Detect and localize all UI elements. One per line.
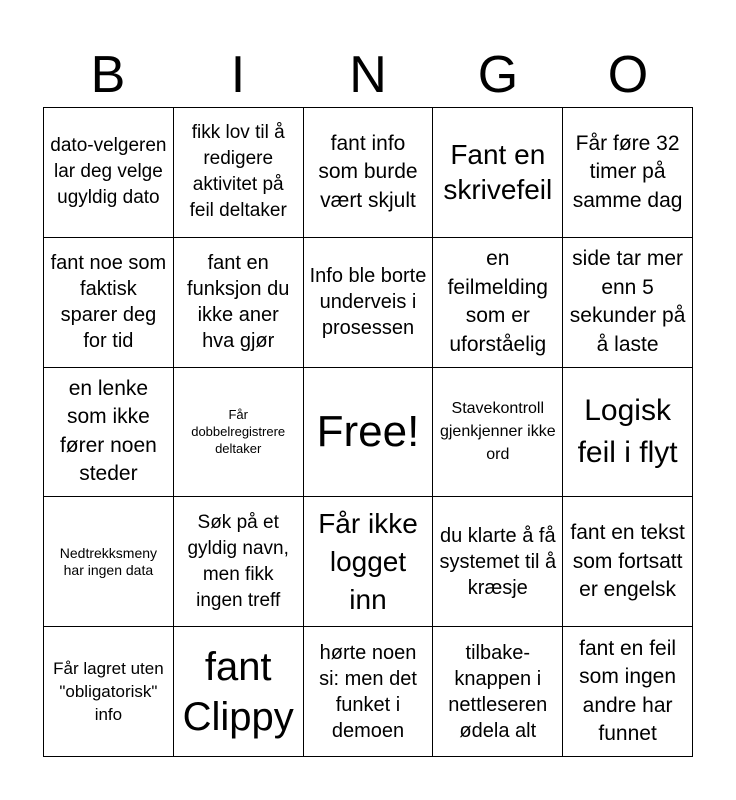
bingo-cell-r3c4[interactable]: Stavekontroll gjenkjenner ikke ord <box>433 368 563 498</box>
bingo-cell-r5c3[interactable]: hørte noen si: men det funket i demoen <box>304 627 434 757</box>
bingo-cell-r1c1[interactable]: dato-velgeren lar deg velge ugyldig dato <box>44 108 174 238</box>
bingo-cell-r4c5[interactable]: fant en tekst som fortsatt er engelsk <box>563 497 693 627</box>
header-letter-b: B <box>90 46 126 104</box>
bingo-cell-r4c2[interactable]: Søk på et gyldig navn, men fikk ingen treff <box>174 497 304 627</box>
bingo-cell-r2c5[interactable]: side tar mer enn 5 sekunder på å laste <box>563 238 693 368</box>
bingo-cell-r5c2[interactable]: fant Clippy <box>174 627 304 757</box>
bingo-cell-r4c4[interactable]: du klarte å få systemet til å kræsje <box>433 497 563 627</box>
bingo-cell-r1c4[interactable]: Fant en skrivefeil <box>433 108 563 238</box>
bingo-cell-r4c3[interactable]: Får ikke logget inn <box>304 497 434 627</box>
bingo-cell-r5c1[interactable]: Får lagret uten "obligatorisk" info <box>44 627 174 757</box>
bingo-cell-r2c4[interactable]: en feilmelding som er uforståelig <box>433 238 563 368</box>
bingo-cell-r3c1[interactable]: en lenke som ikke fører noen steder <box>44 368 174 498</box>
bingo-cell-r1c2[interactable]: fikk lov til å redigere aktivitet på feil deltaker <box>174 108 304 238</box>
bingo-cell-r3c5[interactable]: Logisk feil i flyt <box>563 368 693 498</box>
bingo-cell-r2c3[interactable]: Info ble borte underveis i prosessen <box>304 238 434 368</box>
bingo-header <box>43 44 693 106</box>
bingo-cell-r1c3[interactable]: fant info som burde vært skjult <box>304 108 434 238</box>
bingo-cell-r1c5[interactable]: Får føre 32 timer på samme dag <box>563 108 693 238</box>
bingo-cell-r5c5[interactable]: fant en feil som ingen andre har funnet <box>563 627 693 757</box>
header-letter-n: N <box>349 46 387 104</box>
bingo-cell-r2c2[interactable]: fant en funksjon du ikke aner hva gjør <box>174 238 304 368</box>
header-letter-i: I <box>230 46 246 104</box>
header-letter-o: O <box>607 46 649 104</box>
bingo-cell-r3c2[interactable]: Får dobbelregistrere deltaker <box>174 368 304 498</box>
bingo-cell-r4c1[interactable]: Nedtrekksmeny har ingen data <box>44 497 174 627</box>
bingo-cell-r2c1[interactable]: fant noe som faktisk sparer deg for tid <box>44 238 174 368</box>
bingo-cell-r5c4[interactable]: tilbake-knappen i nettleseren ødela alt <box>433 627 563 757</box>
bingo-board <box>43 107 693 757</box>
bingo-cell-free[interactable]: Free! <box>304 368 434 498</box>
header-letter-g: G <box>477 46 519 104</box>
